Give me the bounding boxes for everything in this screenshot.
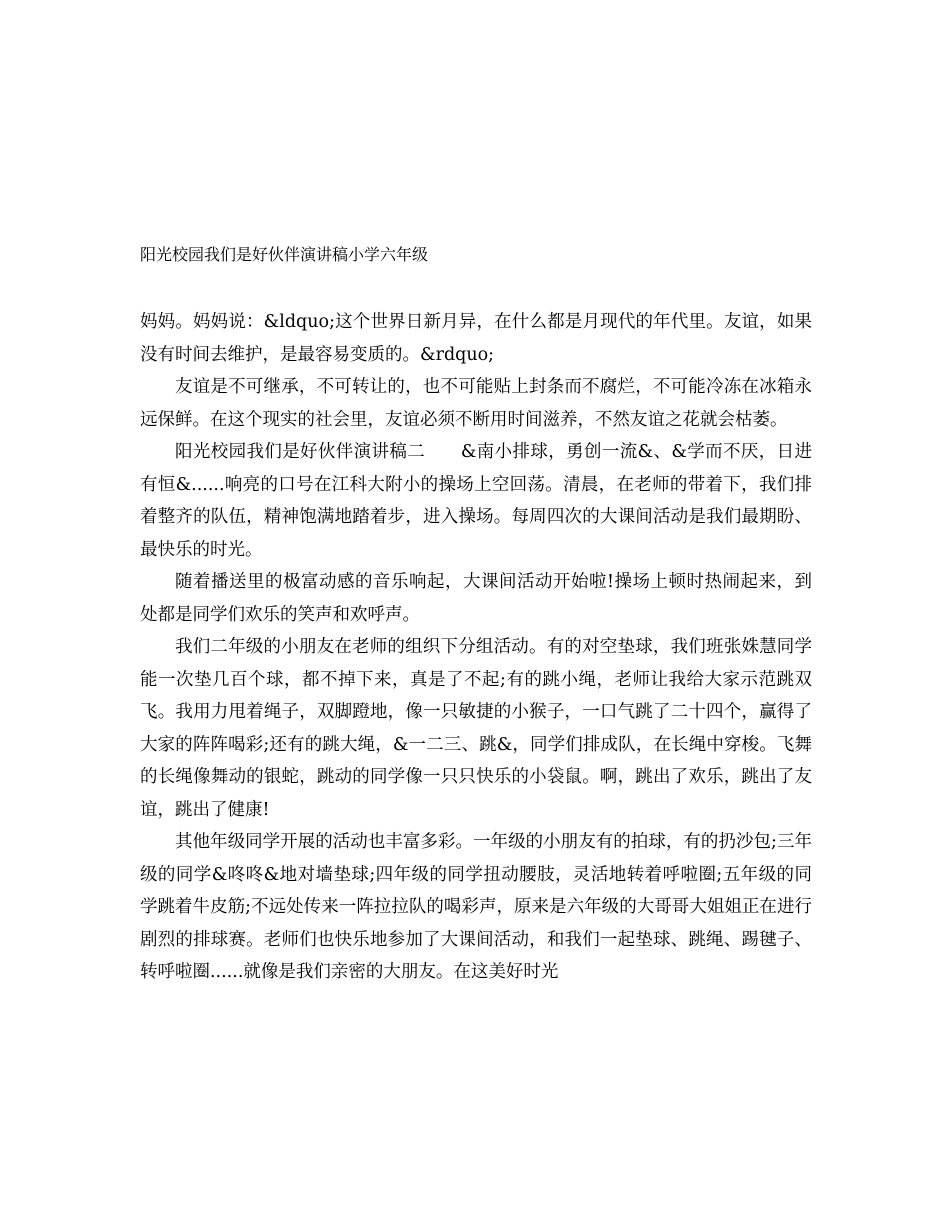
paragraph-5: 我们二年级的小朋友在老师的组织下分组活动。有的对空垫球，我们班张姝慧同学能一次垫几百个球，都不掉下来，真是了不起;有的跳小绳，老师让我给大家示范跳双飞。我用力甩着绳子，双脚蹬地，像一只敏捷的小猴子，一口气跳了二十四个，赢得了大家的阵阵喝彩;还有的跳大绳，&一二三、跳&，同学们排成队，在长绳中穿梭。飞舞的长绳像舞动的银蛇，跳动的同学像一只只快乐的小袋鼠。啊，跳出了欢乐，跳出了友谊，跳出了健康! xyxy=(140,637,812,820)
paragraph-2: 友谊是不可继承，不可转让的，也不可能贴上封条而不腐烂，不可能冷冻在冰箱永远保鲜。在这个现实的社会里，友谊必须不断用时间滋养，不然友谊之花就会枯萎。 xyxy=(140,377,812,430)
paragraph-4: 随着播送里的极富动感的音乐响起，大课间活动开始啦!操场上顿时热闹起来，到处都是同学们欢乐的笑声和欢呼声。 xyxy=(140,572,812,625)
paragraph-3: 阳光校园我们是好伙伴演讲稿二 &南小排球，勇创一流&、&学而不厌，日进有恒&......响亮的口号在江科大附小的操场上空回荡。清晨，在老师的带着下，我们排着整齐的队伍，精神饱满地踏着步，进入操场。每周四次的大课间活动是我们最期盼、最快乐的时光。 xyxy=(140,442,812,560)
document-title: 阳光校园我们是好伙伴演讲稿小学六年级 xyxy=(140,245,429,264)
document-body xyxy=(140,306,812,989)
paragraph-6: 其他年级同学开展的活动也丰富多彩。一年级的小朋友有的拍球，有的扔沙包;三年级的同学&咚咚&地对墙垫球;四年级的同学扭动腰肢，灵活地转着呼啦圈;五年级的同学跳着牛皮筋;不远处传来一阵拉拉队的喝彩声，原来是六年级的大哥哥大姐姐正在进行剧烈的排球赛。老师们也快乐地参加了大课间活动，和我们一起垫球、跳绳、踢毽子、转呼啦圈......就像是我们亲密的大朋友。在这美好时光 xyxy=(140,832,812,982)
paragraph-1: 妈妈。妈妈说：&ldquo;这个世界日新月异，在什么都是月现代的年代里。友谊，如果没有时间去维护，是最容易变质的。&rdquo; xyxy=(140,312,812,365)
